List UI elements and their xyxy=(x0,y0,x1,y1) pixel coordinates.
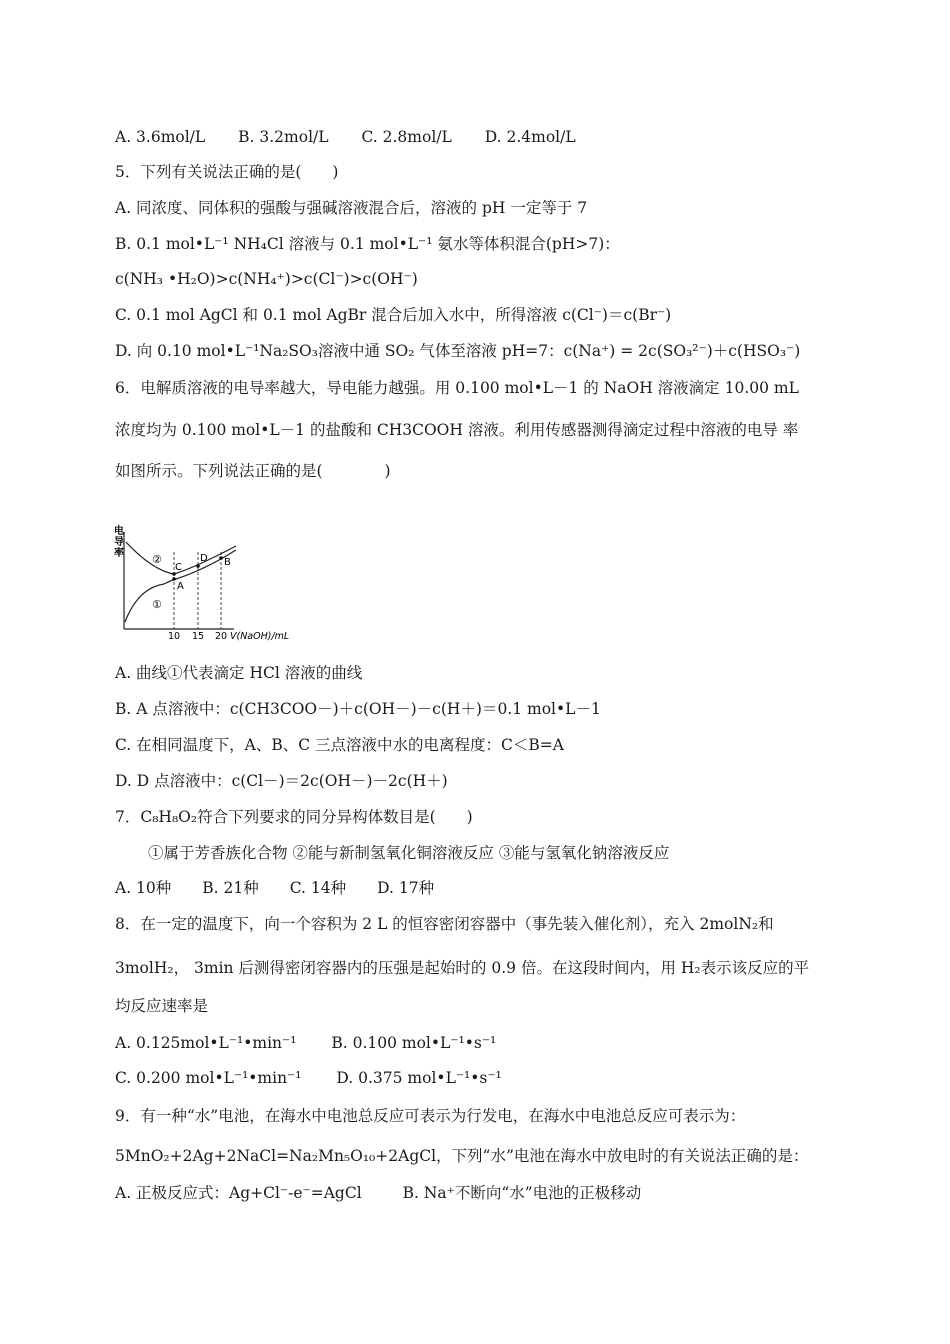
point-a xyxy=(172,577,176,581)
q9-stem-line2: 5MnO₂+2Ag+2NaCl=Na₂Mn₅O₁₀+2AgCl，下列“水”电池在海水中放电时的有关说法正确的是： xyxy=(115,1147,809,1165)
q8-options-ab xyxy=(115,1033,496,1053)
q6-option-b: B. A 点溶液中：c(CH3COO－)＋c(OH－)－c(H＋)＝0.1 mol•L－1 xyxy=(115,700,601,718)
q9-options xyxy=(115,1183,641,1203)
q4-option-c: C. 2.8mol/L xyxy=(361,128,452,146)
curve-1-label: ① xyxy=(152,598,162,611)
q8-stem-line1: 8．在一定的温度下，向一个容积为 2 L 的恒容密闭容器中（事先装入催化剂），充入 2molN₂和 xyxy=(115,915,774,933)
y-axis-label: 电导率 xyxy=(114,526,124,559)
q5-option-a: A. 同浓度、同体积的强酸与强碱溶液混合后，溶液的 pH 一定等于 7 xyxy=(115,199,588,217)
xtick-20: 20 xyxy=(215,631,228,642)
q7-conditions: ①属于芳香族化合物 ②能与新制氢氧化铜溶液反应 ③能与氢氧化钠溶液反应 xyxy=(148,844,670,862)
q5-option-b-line2: c(NH₃ •H₂O)>c(NH₄⁺)>c(Cl⁻)>c(OH⁻) xyxy=(115,270,418,288)
label-d: D xyxy=(200,553,208,564)
q8-option-a: A. 0.125mol•L⁻¹•min⁻¹ xyxy=(115,1034,297,1052)
curve-2-label: ② xyxy=(152,553,162,566)
q5-option-c: C. 0.1 mol AgCl 和 0.1 mol AgBr 混合后加入水中，所得溶液 c(Cl⁻)＝c(Br⁻) xyxy=(115,306,672,324)
q6-stem-line2: 浓度均为 0.100 mol•L－1 的盐酸和 CH3COOH 溶液。利用传感器测得滴定过程中溶液的电导 率 xyxy=(115,421,799,439)
label-a: A xyxy=(177,581,184,592)
q7-stem: 7．C₈H₈O₂符合下列要求的同分异构体数目是( ) xyxy=(115,808,473,826)
q9-option-a: A. 正极反应式：Ag+Cl⁻-e⁻=AgCl xyxy=(115,1184,362,1202)
q5-option-b-line1: B. 0.1 mol•L⁻¹ NH₄Cl 溶液与 0.1 mol•L⁻¹ 氨水等体积混合(pH>7)： xyxy=(115,235,620,253)
conductivity-figure xyxy=(112,522,312,642)
q6-option-c: C. 在相同温度下，A、B、C 三点溶液中水的电离程度：C＜B=A xyxy=(115,736,564,754)
q9-option-b: B. Na⁺不断向“水”电池的正极移动 xyxy=(402,1184,642,1202)
q6-stem-line1: 6．电解质溶液的电导率越大，导电能力越强。用 0.100 mol•L－1 的 NaOH 溶液滴定 10.00 mL xyxy=(115,379,799,397)
q9-stem-line1: 9．有一种“水”电池，在海水中电池总反应可表示为行发电，在海水中电池总反应可表示为： xyxy=(115,1107,746,1125)
q8-option-b: B. 0.100 mol•L⁻¹•s⁻¹ xyxy=(331,1034,497,1052)
q5-stem: 5．下列有关说法正确的是( ) xyxy=(115,163,339,181)
point-d xyxy=(196,564,200,568)
q8-options-cd xyxy=(115,1068,502,1088)
q6-option-d: D. D 点溶液中：c(Cl－)＝2c(OH－)－2c(H＋) xyxy=(115,772,448,790)
xtick-10: 10 xyxy=(168,631,181,642)
q4-options xyxy=(115,127,576,147)
q8-stem-line2: 3molH₂， 3min 后测得密闭容器内的压强是起始时的 0.9 倍。在这段时间内，用 H₂表示该反应的平 xyxy=(115,959,810,977)
q4-option-b: B. 3.2mol/L xyxy=(238,128,329,146)
q6-stem-line3: 如图所示。下列说法正确的是( ) xyxy=(115,462,391,480)
q8-option-c: C. 0.200 mol•L⁻¹•min⁻¹ xyxy=(115,1069,302,1087)
q7-options: A. 10种 B. 21种 C. 14种 D. 17种 xyxy=(115,879,435,897)
q6-option-a: A. 曲线①代表滴定 HCl 溶液的曲线 xyxy=(115,664,363,682)
q8-option-d: D. 0.375 mol•L⁻¹•s⁻¹ xyxy=(336,1069,502,1087)
q8-stem-line3: 均反应速率是 xyxy=(115,997,209,1015)
q4-option-d: D. 2.4mol/L xyxy=(484,128,576,146)
point-b xyxy=(219,556,223,560)
x-axis-label: V(NaOH)/mL xyxy=(230,631,290,642)
q5-option-d: D. 向 0.10 mol•L⁻¹Na₂SO₃溶液中通 SO₂ 气体至溶液 pH=7：c(Na⁺) = 2c(SO₃²⁻)＋c(HSO₃⁻) xyxy=(115,342,801,360)
label-c: C xyxy=(175,562,182,573)
q4-option-a: A. 3.6mol/L xyxy=(115,128,206,146)
label-b: B xyxy=(224,557,231,568)
xtick-15: 15 xyxy=(192,631,205,642)
